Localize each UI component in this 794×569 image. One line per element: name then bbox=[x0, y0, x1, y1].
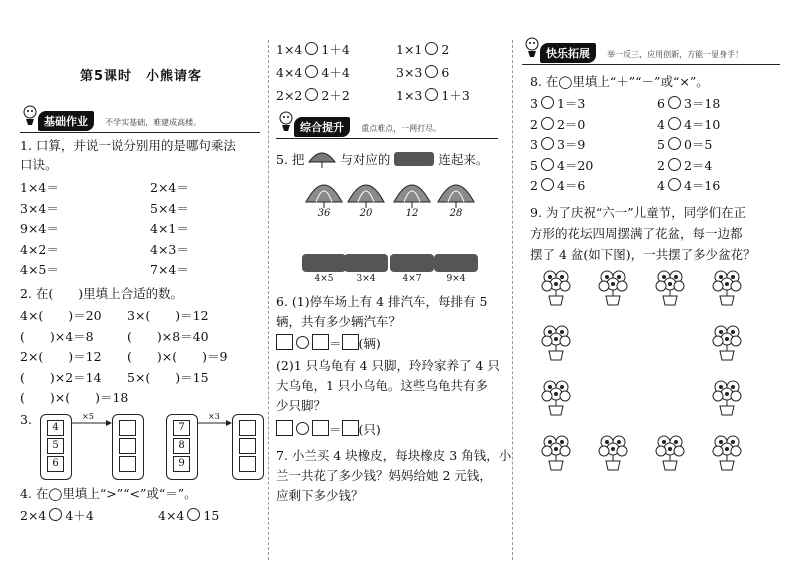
output-cell[interactable] bbox=[119, 438, 136, 454]
answer-circle[interactable] bbox=[305, 88, 318, 101]
q6-text: 大乌龟，1 只小乌龟。这些乌龟共有多 bbox=[276, 378, 488, 393]
problem: 9×4＝ bbox=[20, 221, 59, 236]
lhs: 2×2 bbox=[276, 88, 303, 103]
rhs: 4＝16 bbox=[683, 178, 721, 193]
q4-item bbox=[396, 63, 449, 83]
column-divider bbox=[512, 40, 513, 560]
umbrella-icon bbox=[346, 176, 386, 210]
output-cell[interactable] bbox=[119, 456, 136, 472]
q2-left-column bbox=[20, 306, 128, 409]
banner-fun bbox=[522, 42, 780, 65]
arrow-icon bbox=[198, 418, 232, 428]
flower-pot-icon bbox=[711, 433, 743, 471]
output-cell[interactable] bbox=[239, 420, 256, 436]
umbrella-icon bbox=[436, 176, 476, 210]
umbrella-label: 36 bbox=[317, 208, 331, 219]
problem: 4×1＝ bbox=[150, 221, 189, 236]
lhs: 2×4 bbox=[20, 508, 47, 523]
lhs: 2 bbox=[657, 157, 665, 173]
q9-text: 9. 为了庆祝“六一”儿童节，同学们在正 bbox=[530, 205, 747, 220]
output-cell[interactable] bbox=[239, 438, 256, 454]
card-item[interactable] bbox=[302, 254, 346, 284]
card-icon bbox=[390, 254, 434, 272]
answer-circle[interactable] bbox=[668, 117, 681, 130]
flower-pot-icon bbox=[654, 268, 686, 306]
rhs: 2＝4 bbox=[683, 157, 713, 173]
problem: ( )×4＝8 bbox=[20, 328, 94, 344]
q3-label: 3. bbox=[20, 412, 32, 427]
q4-item bbox=[20, 506, 94, 526]
lhs: 5 bbox=[657, 137, 665, 152]
rhs: 4＝20 bbox=[556, 157, 594, 173]
answer-circle[interactable] bbox=[425, 88, 438, 101]
column-divider bbox=[268, 40, 269, 560]
problem: 5×( )＝15 bbox=[127, 369, 209, 385]
lhs: 3 bbox=[530, 96, 538, 111]
answer-circle[interactable] bbox=[425, 65, 438, 78]
q6-text: 6. (1)停车场上有 4 排汽车，每排有 5 bbox=[276, 294, 488, 309]
lhs: 5 bbox=[530, 157, 538, 173]
operator-label: ×5 bbox=[82, 412, 94, 421]
card-item[interactable] bbox=[344, 254, 388, 284]
problem: 2×( )＝12 bbox=[20, 349, 102, 364]
answer-circle[interactable] bbox=[668, 137, 681, 150]
q2-text: 2. 在( )里填上合适的数。 bbox=[20, 286, 184, 301]
q7-text: 兰一共花了多少钱？妈妈给她 2 元钱， bbox=[276, 468, 492, 483]
banner-motto: 重点难点，一网打尽。 bbox=[361, 124, 442, 133]
text: 与对应的 bbox=[340, 152, 391, 167]
answer-circle[interactable] bbox=[668, 178, 681, 191]
answer-circle[interactable] bbox=[668, 158, 681, 171]
input-cell: 9 bbox=[173, 456, 190, 472]
q9-text: 摆了 4 盆(如下图)，一共摆了多少盆花？ bbox=[530, 247, 756, 262]
blank-box[interactable] bbox=[276, 334, 293, 350]
problem: ( )×( )＝9 bbox=[127, 349, 228, 364]
answer-circle[interactable] bbox=[305, 65, 318, 78]
operator-circle[interactable] bbox=[296, 422, 309, 435]
answer-circle[interactable] bbox=[668, 96, 681, 109]
q9-text: 方形的花坛四周摆满了花盆，每一边都 bbox=[530, 226, 743, 241]
card-icon bbox=[344, 254, 388, 272]
banner-basic bbox=[20, 110, 260, 133]
lhs: 4 bbox=[657, 116, 665, 132]
mascot-icon bbox=[276, 110, 296, 132]
lhs: 1×1 bbox=[396, 42, 423, 57]
card-label: 4×5 bbox=[314, 274, 334, 284]
card-icon bbox=[394, 152, 434, 166]
mascot-icon bbox=[20, 104, 40, 126]
rhs: 0＝5 bbox=[683, 137, 713, 152]
problem: 3×4＝ bbox=[20, 200, 59, 216]
blank-box[interactable] bbox=[312, 334, 329, 350]
answer-circle[interactable] bbox=[541, 137, 554, 150]
q6-equation-2: ＝ (只) bbox=[276, 420, 381, 440]
text: 连起来。 bbox=[438, 152, 489, 167]
answer-circle[interactable] bbox=[49, 508, 62, 521]
flower-pot-icon bbox=[711, 268, 743, 306]
rhs: 2＝0 bbox=[556, 116, 586, 132]
q8-item bbox=[657, 115, 720, 135]
umbrella-icon bbox=[392, 176, 432, 210]
q4-item bbox=[158, 506, 219, 526]
problem: 1×4＝ bbox=[20, 180, 59, 195]
banner-tag: 快乐拓展 bbox=[540, 43, 596, 63]
card-item[interactable] bbox=[434, 254, 478, 284]
lhs: 1×3 bbox=[396, 88, 423, 103]
rhs: 3＝18 bbox=[683, 96, 721, 111]
card-label: 3×4 bbox=[356, 274, 376, 284]
answer-circle[interactable] bbox=[541, 117, 554, 130]
rhs: 2＋2 bbox=[321, 88, 350, 103]
q4-item bbox=[396, 40, 449, 60]
umbrella-label: 12 bbox=[405, 208, 419, 219]
input-cell: 5 bbox=[47, 438, 64, 454]
q8-item bbox=[657, 156, 712, 176]
answer-circle[interactable] bbox=[187, 508, 200, 521]
umbrella-icon bbox=[308, 150, 336, 168]
output-cell[interactable] bbox=[119, 420, 136, 436]
lhs: 1×4 bbox=[276, 42, 303, 57]
output-cell[interactable] bbox=[239, 456, 256, 472]
q6-text: 辆，共有多少辆汽车？ bbox=[276, 314, 402, 329]
q4-item bbox=[276, 40, 350, 60]
card-label: 4×7 bbox=[402, 274, 422, 284]
q5-text bbox=[276, 150, 488, 170]
answer-circle[interactable] bbox=[425, 42, 438, 55]
umbrella-item[interactable] bbox=[304, 176, 344, 220]
flower-pot-icon bbox=[540, 433, 572, 471]
q8-item bbox=[530, 94, 585, 114]
problem: 5×4＝ bbox=[150, 200, 189, 216]
rhs: 1＝3 bbox=[556, 96, 586, 111]
q4-item bbox=[396, 86, 470, 106]
blank-box[interactable] bbox=[312, 420, 329, 436]
operator-circle[interactable] bbox=[296, 336, 309, 349]
input-cell: 8 bbox=[173, 438, 190, 454]
problem: 2×4＝ bbox=[150, 180, 189, 195]
umbrella-item[interactable] bbox=[346, 176, 386, 220]
rhs: 15 bbox=[203, 508, 220, 523]
problem: 3×( )＝12 bbox=[127, 308, 209, 323]
q1-left-column bbox=[20, 178, 59, 281]
input-cell: 6 bbox=[47, 456, 64, 472]
rhs: 1＋3 bbox=[441, 88, 470, 103]
unit: (辆) bbox=[358, 336, 381, 351]
unit: (只) bbox=[358, 422, 381, 437]
card-icon bbox=[302, 254, 346, 272]
lhs: 2 bbox=[530, 116, 538, 132]
q8-item bbox=[657, 135, 712, 155]
umbrella-label: 28 bbox=[449, 208, 463, 219]
rhs: 4＝10 bbox=[683, 116, 721, 132]
lhs: 4 bbox=[657, 178, 665, 193]
answer-circle[interactable] bbox=[541, 158, 554, 171]
page-title: 第5课时 小熊请客 bbox=[80, 69, 203, 84]
q6-equation-1: ＝ (辆) bbox=[276, 334, 381, 354]
q2-right-column bbox=[127, 306, 227, 388]
banner-motto: 举一反三，应用创新，方能一显身手！ bbox=[607, 50, 744, 59]
q6-text: (2)1 只乌龟有 4 只脚，玲玲家养了 4 只 bbox=[276, 358, 500, 373]
lhs: 6 bbox=[657, 96, 665, 111]
q4-item bbox=[276, 63, 350, 83]
q1-text: 口诀。 bbox=[20, 157, 58, 172]
problem: 4×( )＝20 bbox=[20, 308, 102, 323]
rhs: 4＋4 bbox=[65, 508, 94, 523]
flower-pot-icon bbox=[540, 268, 572, 306]
umbrella-item[interactable] bbox=[392, 176, 432, 220]
card-icon bbox=[434, 254, 478, 272]
blank-box[interactable] bbox=[342, 420, 359, 436]
rhs: 6 bbox=[441, 65, 450, 80]
rhs: 3＝9 bbox=[556, 137, 586, 152]
flower-pot-icon bbox=[597, 433, 629, 471]
umbrella-icon bbox=[304, 176, 344, 210]
card-label: 9×4 bbox=[446, 274, 466, 284]
rhs: 4＋4 bbox=[321, 65, 350, 80]
q8-item bbox=[657, 176, 720, 196]
q6-text: 少只脚？ bbox=[276, 398, 327, 413]
q8-item bbox=[530, 135, 585, 155]
q8-item bbox=[530, 176, 585, 196]
flower-pot-icon bbox=[540, 378, 572, 416]
problem: ( )×8＝40 bbox=[127, 328, 209, 344]
blank-box[interactable] bbox=[342, 334, 359, 350]
banner-tag: 综合提升 bbox=[294, 117, 350, 137]
q8-item bbox=[530, 115, 585, 135]
problem: 4×2＝ bbox=[20, 241, 59, 257]
lhs: 3 bbox=[530, 137, 538, 152]
problem: ( )×2＝14 bbox=[20, 369, 102, 385]
banner-motto: 不学实基础，难建成高楼。 bbox=[105, 118, 202, 127]
rhs: 4＝6 bbox=[556, 178, 586, 193]
q4-item bbox=[276, 86, 350, 106]
problem: 4×3＝ bbox=[150, 241, 189, 257]
flower-pot-icon bbox=[540, 323, 572, 361]
lhs: 4×4 bbox=[276, 65, 303, 80]
operator-label: ×3 bbox=[208, 412, 220, 421]
input-cell: 4 bbox=[47, 420, 64, 436]
banner-integrated bbox=[276, 116, 498, 139]
rhs: 1＋4 bbox=[321, 42, 350, 57]
blank-box[interactable] bbox=[276, 420, 293, 436]
card-item[interactable] bbox=[390, 254, 434, 284]
q1-text: 1. 口算，并说一说分别用的是哪句乘法 bbox=[20, 138, 236, 153]
banner-tag: 基础作业 bbox=[38, 111, 94, 131]
answer-circle[interactable] bbox=[541, 96, 554, 109]
flower-pot-icon bbox=[711, 378, 743, 416]
rhs: 2 bbox=[441, 42, 450, 57]
problem: 7×4＝ bbox=[150, 262, 189, 277]
input-cell: 7 bbox=[173, 420, 190, 436]
flower-pot-icon bbox=[654, 433, 686, 471]
text: 5. 把 bbox=[276, 152, 305, 167]
answer-circle[interactable] bbox=[305, 42, 318, 55]
problem: 4×5＝ bbox=[20, 262, 59, 277]
flower-pot-icon bbox=[597, 268, 629, 306]
umbrella-label: 20 bbox=[359, 208, 373, 219]
q1-right-column bbox=[150, 178, 189, 281]
problem: ( )×( )＝18 bbox=[20, 390, 129, 405]
q8-item bbox=[657, 94, 720, 114]
answer-circle[interactable] bbox=[541, 178, 554, 191]
q8-item bbox=[530, 156, 593, 176]
flower-pot-icon bbox=[711, 323, 743, 361]
lhs: 4×4 bbox=[158, 508, 185, 523]
q4-text: 4. 在◯里填上“>”“<”或“＝”。 bbox=[20, 486, 197, 501]
q8-text: 8. 在◯里填上“＋”“－”或“×”。 bbox=[530, 74, 709, 89]
arrow-icon bbox=[72, 418, 112, 428]
umbrella-item[interactable] bbox=[436, 176, 476, 220]
q7-text: 应剩下多少钱？ bbox=[276, 488, 364, 503]
lhs: 3×3 bbox=[396, 65, 423, 80]
lhs: 2 bbox=[530, 178, 538, 193]
mascot-icon bbox=[522, 36, 542, 58]
q7-text: 7. 小兰买 4 块橡皮，每块橡皮 3 角钱，小 bbox=[276, 448, 512, 463]
